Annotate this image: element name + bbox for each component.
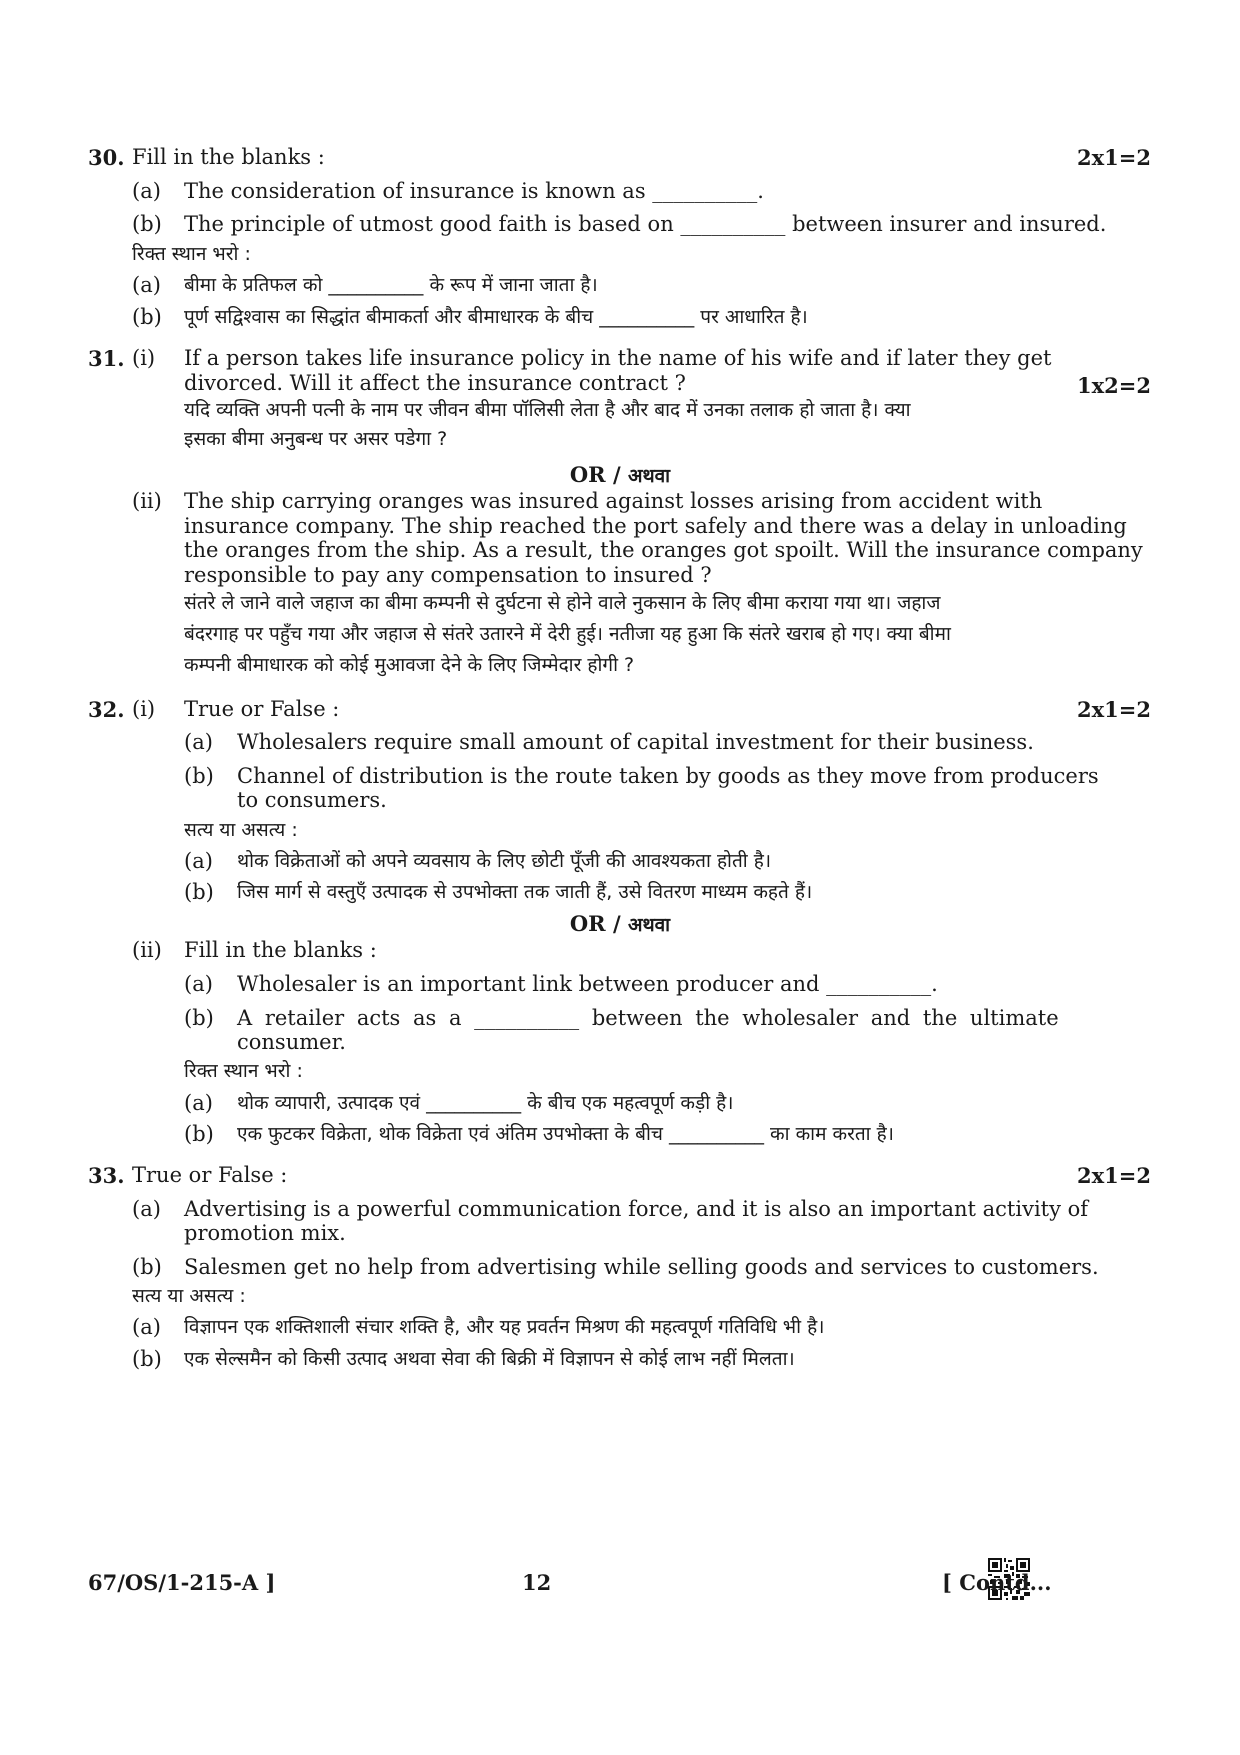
option-text: Wholesaler is an important link between producer and __________.: [237, 972, 938, 996]
continued-label: [ Contd...: [942, 1570, 1052, 1595]
question-text-line: insurance company. The ship reached the port safely and there was a delay in unloading: [184, 514, 1127, 538]
option-text: Advertising is a powerful communication force, and it is also an important activity of: [184, 1197, 1089, 1221]
question-title: Fill in the blanks :: [132, 145, 325, 169]
option-label: (a): [184, 972, 213, 996]
option-label: (a): [132, 1315, 161, 1339]
option-text: consumer.: [237, 1030, 346, 1054]
hindi-text-line: कम्पनी बीमाधारक को कोई मुआवजा देने के लिए जिम्मेदार होगी ?: [184, 654, 635, 676]
or-separator: [0, 461, 1240, 490]
hindi-option-text: विज्ञापन एक शक्तिशाली संचार शक्ति है, और यह प्रवर्तन मिश्रण की महत्वपूर्ण गतिविधि भी है।: [184, 1316, 825, 1338]
marks-label: 1x2=2: [1077, 373, 1151, 398]
hindi-text-line: संतरे ले जाने वाले जहाज का बीमा कम्पनी से दुर्घटना से होने वाले नुकसान के लिए बीमा कराया गया था। जहाज: [184, 592, 941, 614]
question-number: 30.: [88, 145, 125, 170]
marks-label: 2x1=2: [1077, 697, 1151, 722]
question-title: Fill in the blanks :: [184, 938, 377, 962]
option-label: (b): [132, 1255, 162, 1279]
or-hindi-text: अथवा: [627, 465, 671, 487]
question-text-line: the oranges from the ship. As a result, the oranges got spoilt. Will the insurance company: [184, 538, 1143, 562]
or-separator: [0, 910, 1240, 939]
question-number: 33.: [88, 1163, 125, 1188]
or-hindi-text: अथवा: [627, 914, 671, 936]
question-text-line: responsible to pay any compensation to insured ?: [184, 563, 712, 587]
hindi-option-text: एक सेल्समैन को किसी उत्पाद अथवा सेवा की बिक्री में विज्ञापन से कोई लाभ नहीं मिलता।: [184, 1348, 795, 1370]
or-text: OR /: [569, 911, 628, 936]
option-text: Salesmen get no help from advertising while selling goods and services to customers.: [184, 1255, 1099, 1279]
hindi-option-text: एक फुटकर विक्रेता, थोक विक्रेता एवं अंतिम उपभोक्ता के बीच __________ का काम करता है।: [237, 1123, 894, 1145]
option-label: (a): [132, 179, 161, 203]
question-text-line: divorced. Will it affect the insurance contract ?: [184, 371, 686, 395]
page-number: 12: [522, 1570, 552, 1595]
option-text: A retailer acts as a __________ between the wholesaler and the ultimate: [237, 1006, 1059, 1030]
question-text-line: If a person takes life insurance policy in the name of his wife and if later they get: [184, 346, 1052, 370]
hindi-title: रिक्त स्थान भरो :: [132, 243, 251, 265]
option-text: Wholesalers require small amount of capital investment for their business.: [237, 730, 1034, 754]
option-label: (b): [132, 212, 162, 236]
hindi-option-text: थोक विक्रेताओं को अपने व्यवसाय के लिए छोटी पूँजी की आवश्यकता होती है।: [237, 850, 772, 872]
sub-question-label: (i): [132, 346, 156, 370]
option-label: (b): [184, 880, 214, 904]
question-text-line: The ship carrying oranges was insured against losses arising from accident with: [184, 489, 1043, 513]
option-label: (b): [184, 1006, 214, 1030]
option-text: The consideration of insurance is known as __________.: [184, 179, 764, 203]
option-label: (a): [184, 849, 213, 873]
option-label: (b): [184, 1122, 214, 1146]
question-number: 32.: [88, 697, 125, 722]
sub-question-label: (ii): [132, 489, 162, 513]
option-label: (b): [132, 305, 162, 329]
option-text: Channel of distribution is the route taken by goods as they move from producers: [237, 764, 1099, 788]
hindi-option-text: बीमा के प्रतिफल को __________ के रूप में जाना जाता है।: [184, 274, 598, 296]
sub-question-label: (ii): [132, 938, 162, 962]
hindi-title: सत्य या असत्य :: [132, 1285, 246, 1307]
paper-code: 67/OS/1-215-A ]: [88, 1570, 276, 1595]
or-text: OR /: [569, 462, 628, 487]
option-text: to consumers.: [237, 788, 387, 812]
hindi-option-text: जिस मार्ग से वस्तुएँ उत्पादक से उपभोक्ता तक जाती हैं, उसे वितरण माध्यम कहते हैं।: [237, 881, 813, 903]
option-label: (a): [132, 1197, 161, 1221]
option-label: (a): [184, 730, 213, 754]
option-label: (b): [132, 1347, 162, 1371]
hindi-option-text: पूर्ण सद्विश्वास का सिद्धांत बीमाकर्ता और बीमाधारक के बीच __________ पर आधारित है।: [184, 306, 808, 328]
option-label: (b): [184, 764, 214, 788]
hindi-option-text: थोक व्यापारी, उत्पादक एवं __________ के बीच एक महत्वपूर्ण कड़ी है।: [237, 1092, 734, 1114]
option-label: (a): [132, 273, 161, 297]
option-text: The principle of utmost good faith is based on __________ between insurer and insured.: [184, 212, 1107, 236]
question-number: 31.: [88, 346, 125, 371]
sub-question-label: (i): [132, 697, 156, 721]
option-label: (a): [184, 1091, 213, 1115]
option-text: promotion mix.: [184, 1221, 346, 1245]
question-title: True or False :: [184, 697, 340, 721]
hindi-text-line: बंदरगाह पर पहुँच गया और जहाज से संतरे उतारने में देरी हुई। नतीजा यह हुआ कि संतरे खराब हो गए। क्या बीमा: [184, 623, 951, 645]
marks-label: 2x1=2: [1077, 1163, 1151, 1188]
hindi-title: सत्य या असत्य :: [184, 819, 298, 841]
marks-label: 2x1=2: [1077, 145, 1151, 170]
hindi-title: रिक्त स्थान भरो :: [184, 1060, 303, 1082]
hindi-text-line: इसका बीमा अनुबन्ध पर असर पडेगा ?: [184, 428, 448, 450]
hindi-text-line: यदि व्यक्ति अपनी पत्नी के नाम पर जीवन बीमा पॉलिसी लेता है और बाद में उनका तलाक हो जाता है। क्या: [184, 399, 911, 421]
question-title: True or False :: [132, 1163, 288, 1187]
